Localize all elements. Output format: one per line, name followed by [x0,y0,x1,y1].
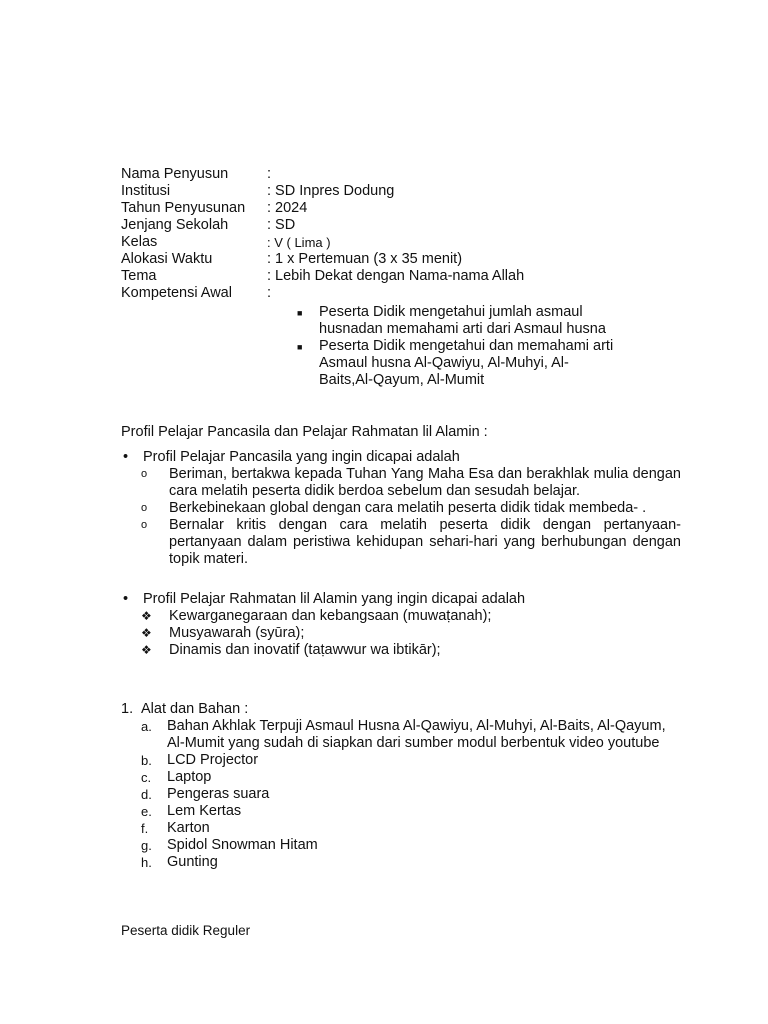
circle-bullet-icon: o [141,468,148,480]
list-item-text: Dinamis dan inovatif (taṭawwur wa ibtikār); [169,642,441,658]
section-title-row [121,591,681,608]
meta-value: : 2024 [267,200,308,216]
meta-label: Alokasi Waktu [121,251,213,267]
list-item-text: Peserta Didik mengetahui jumlah asmaul husnadan memahami arti dari Asmaul husna [319,304,606,337]
square-bullet-icon: ■ [297,342,303,352]
meta-row [121,166,661,183]
section-title: Profil Pelajar Pancasila yang ingin dicapai adalah [143,449,460,465]
meta-value: : SD Inpres Dodung [267,183,395,199]
meta-label: Tema [121,268,157,284]
kompetensi-awal-list [297,304,627,389]
meta-row [121,200,661,217]
list-item [121,500,681,517]
meta-label: Kompetensi Awal [121,285,232,301]
list-marker: d. [141,787,152,802]
meta-row [121,234,661,251]
list-marker: g. [141,838,152,853]
meta-row [121,183,661,200]
list-item-text: Pengeras suara [167,786,270,802]
section-title-row [121,449,681,466]
section-title: Alat dan Bahan : [141,701,249,717]
list-item [297,338,627,389]
bullet-icon: • [123,449,129,465]
list-item [121,854,681,871]
meta-label: Tahun Penyusunan [121,200,246,216]
meta-value: : [267,166,272,182]
list-item-text: Laptop [167,769,212,785]
list-item [121,642,681,659]
list-item-text: LCD Projector [167,752,259,768]
list-item-text: Bahan Akhlak Terpuji Asmaul Husna Al-Qawiyu, Al-Muhyi, Al-Baits, Al-Qayum, Al-Mumit yang sudah di siapkan dari sumber modul berbentuk video youtube [167,718,666,751]
meta-label: Kelas [121,234,158,250]
meta-value: : 1 x Pertemuan (3 x 35 menit) [267,251,463,267]
diamond-bullet-icon: ❖ [141,609,152,623]
meta-label: Nama Penyusun [121,166,229,182]
list-item [297,304,627,338]
list-marker: f. [141,821,149,836]
meta-label: Jenjang Sekolah [121,217,229,233]
meta-value: : Lebih Dekat dengan Nama-nama Allah [267,268,525,284]
peserta-didik-heading: Peserta didik Reguler [121,923,251,938]
alat-bahan-section [121,701,681,871]
list-item-text: Kewarganegaraan dan kebangsaan (muwaṭanah); [169,608,492,624]
bullet-icon: • [123,591,129,607]
meta-row [121,217,661,234]
profil-heading: Profil Pelajar Pancasila dan Pelajar Rahmatan lil Alamin : [121,424,488,440]
list-item [121,466,681,500]
metadata-table [121,166,661,302]
circle-bullet-icon: o [141,502,148,514]
rahmatan-section [121,591,681,659]
list-item [121,769,681,786]
list-item [121,718,681,752]
list-item-text: Karton [167,820,210,836]
list-marker: e. [141,804,152,819]
list-item [121,820,681,837]
diamond-bullet-icon: ❖ [141,643,152,657]
list-item-text: Musyawarah (syūra); [169,625,305,641]
list-item [121,608,681,625]
list-marker: h. [141,855,152,870]
section-title-row [121,701,681,718]
list-item [121,786,681,803]
meta-value: : V ( Lima ) [267,235,331,250]
list-marker: c. [141,770,152,785]
list-marker: a. [141,719,152,734]
section-number: 1. [121,701,134,717]
diamond-bullet-icon: ❖ [141,626,152,640]
list-item [121,803,681,820]
meta-row [121,268,661,285]
list-item-text: Spidol Snowman Hitam [167,837,318,853]
circle-bullet-icon: o [141,519,148,531]
list-item [121,752,681,769]
meta-value: : [267,285,272,301]
meta-label: Institusi [121,183,171,199]
list-item-text: Bernalar kritis dengan cara melatih peserta didik dengan pertanyaan-pertanyaan dalam peristiwa kehidupan sehari-hari yang berhubungan dengan topik materi. [169,517,681,567]
pancasila-section [121,449,681,568]
list-item-text: Lem Kertas [167,803,242,819]
list-item-text: Beriman, bertakwa kepada Tuhan Yang Maha Esa dan berakhlak mulia dengan cara melatih peserta didik berdoa sebelum dan sesudah belajar. [169,466,681,499]
list-item [121,837,681,854]
meta-value: : SD [267,217,296,233]
list-item-text: Gunting [167,854,218,870]
section-title: Profil Pelajar Rahmatan lil Alamin yang ingin dicapai adalah [143,591,526,607]
list-item-text: Peserta Didik mengetahui dan memahami arti Asmaul husna Al-Qawiyu, Al-Muhyi, Al-Baits,Al-Qayum, Al-Mumit [319,338,614,388]
square-bullet-icon: ■ [297,308,303,318]
meta-row [121,251,661,268]
meta-row [121,285,661,302]
list-marker: b. [141,753,152,768]
list-item [121,517,681,568]
list-item-text: Berkebinekaan global dengan cara melatih peserta didik tidak membeda- . [169,500,647,516]
list-item [121,625,681,642]
